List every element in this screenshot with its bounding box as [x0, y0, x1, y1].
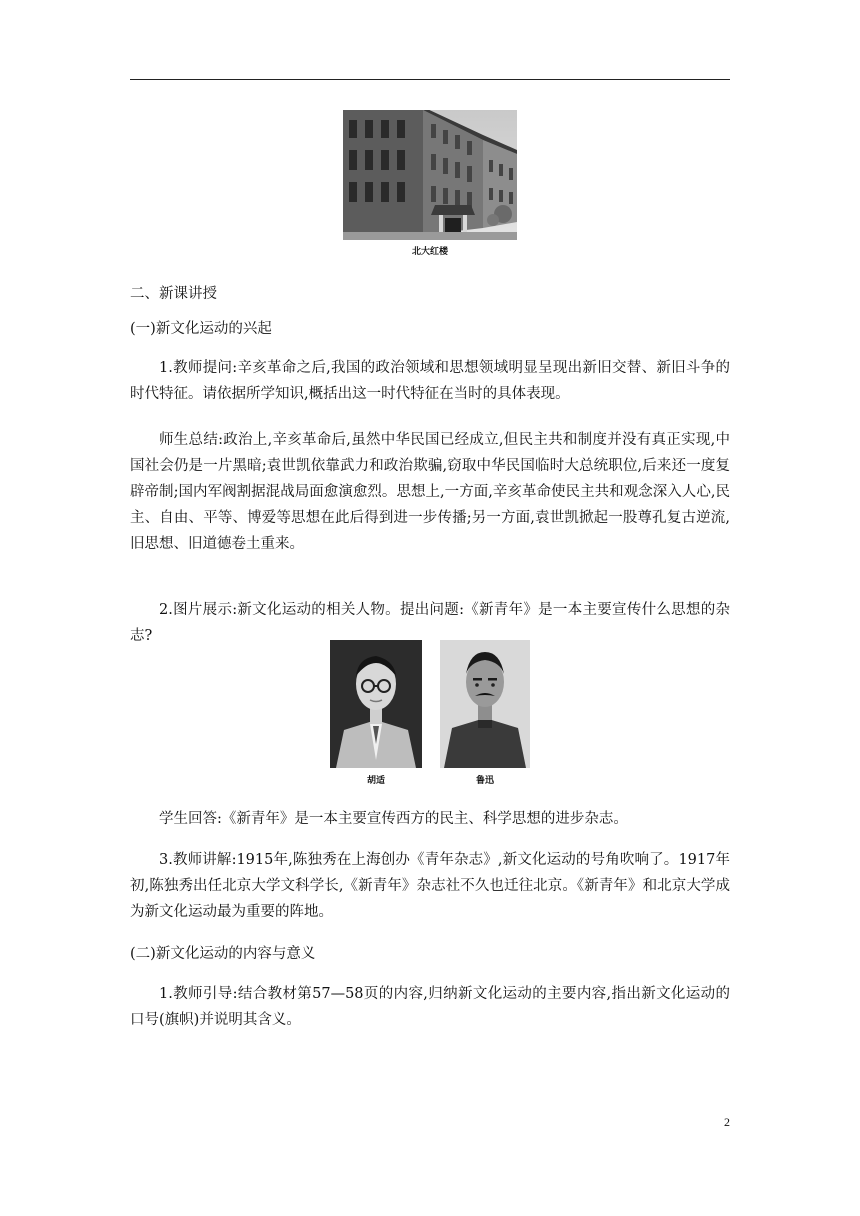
figure-caption-hu-shi: 胡适: [366, 776, 385, 786]
paragraph-teacher-question: 1.教师提问:辛亥革命之后,我国的政治领域和思想领域明显呈现出新旧交替、新旧斗争的时代特征。请依据所学知识,概括出这一时代特征在当时的具体表现。: [130, 360, 730, 402]
paragraph-teacher-guidance: 1.教师引导:结合教材第57—58页的内容,归纳新文化运动的主要内容,指出新文化运动的口号(旗帜)并说明其含义。: [130, 986, 730, 1028]
section-heading: 二、新课讲授: [130, 286, 217, 302]
paragraph-picture-display: 2.图片展示:新文化运动的相关人物。提出问题:《新青年》是一本主要宣传什么思想的杂志?: [130, 602, 730, 644]
lu-xun-portrait: [440, 640, 530, 768]
paragraph-teacher-explanation: 3.教师讲解:1915年,陈独秀在上海创办《青年杂志》,新文化运动的号角吹响了。1917年初,陈独秀出任北京大学文科学长,《新青年》杂志社不久也迁往北京。《新青年》和北京大学成为新文化运动最为重要的阵地。: [130, 852, 730, 920]
red-building-photo: [343, 110, 517, 240]
page-number: 2: [724, 1115, 730, 1129]
figure-caption-lu-xun: 鲁迅: [475, 776, 494, 786]
figure-caption-red-building: 北大红楼: [411, 247, 448, 257]
subsection-heading-1: (一)新文化运动的兴起: [130, 321, 272, 337]
subsection-heading-2: (二)新文化运动的内容与意义: [130, 946, 316, 962]
paragraph-summary: 师生总结:政治上,辛亥革命后,虽然中华民国已经成立,但民主共和制度并没有真正实现,中国社会仍是一片黑暗;袁世凯依靠武力和政治欺骗,窃取中华民国临时大总统职位,后来还一度复辟帝制;国内军阀割据混战局面愈演愈烈。思想上,一方面,辛亥革命使民主共和观念深入人心,民主、自由、平等、博爱等思想在此后得到进一步传播;另一方面,袁世凯掀起一股尊孔复古逆流,旧思想、旧道德卷土重来。: [130, 432, 730, 552]
hu-shi-portrait: [330, 640, 422, 768]
header-rule: [130, 79, 730, 80]
paragraph-student-answer: 学生回答:《新青年》是一本主要宣传西方的民主、科学思想的进步杂志。: [159, 811, 628, 827]
